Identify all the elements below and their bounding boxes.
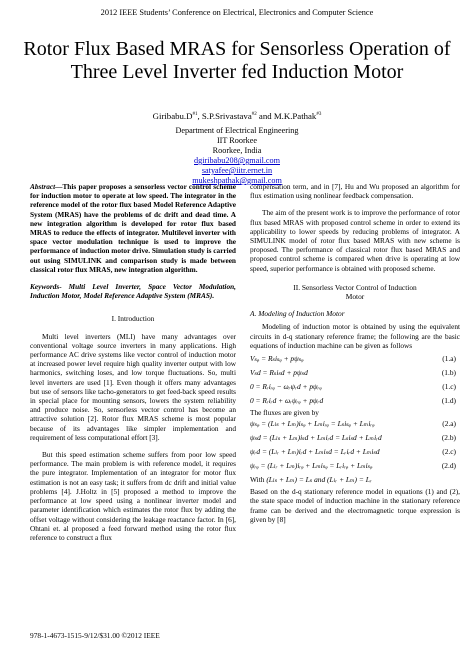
equation-2a: ψₛᵩ = (Lₗₛ + Lₘ)iₛᵩ + Lₘiᵣᵩ = Lₛiₛᵩ + Lₘiᵣᵩ (2.a): [250, 419, 456, 429]
intro-paragraph-1: Multi level inverters (MLI) have many advantages over conventional voltage source inverters in many applications. High performance AC drive systems like vector control of induction motor at increased power level require high quality inverter output with low harmonics, switching loses, and low torque fluctuations. So, multi level inverters are used [1]. Even though it offers many advantages but use of sensors like tacho-generators to get feed-back speed results in special place for mounting sensors, lowers the system reliability and produce noise. So, sensorless vector control has become an attractive solution [2]. Rotor flux MRAS scheme is most popular because of its advantages like simpler implementation and requirement of less computational effort [3].: [30, 331, 236, 442]
right-paragraph-2: The aim of the present work is to improve the performance of rotor flux based MRAS with proposed control scheme in order to extend its applicability to lower speeds by reducing problems of integrator. A SIMULINK model of rotor flux based MRAS with new scheme is proposed. The performance of classical rotor flux based MRAS and proposed control scheme is compared when drive is operating at low speed, superior performance is obtained with proposed scheme.: [250, 208, 460, 273]
based-paragraph: Based on the d-q stationary reference model in equations (1) and (2), the state space model of induction machine in the stationary reference frame can be derived and the electromagnetic torque expression is given by [8]: [250, 487, 460, 524]
subsection-heading-a: A. Modeling of Induction Motor: [250, 309, 345, 319]
section-heading-intro: I. Introduction: [111, 314, 155, 324]
equation-1d: 0 = Rᵣiᵣd + ωᵣψᵣᵩ + pψᵣd (1.d): [250, 396, 456, 406]
with-equation: With (Lₗₛ + Lₘ) = Lₛ and (Lₗᵣ + Lₘ) = Lᵣ: [250, 475, 372, 485]
equation-2d: ψᵣᵩ = (Lₗᵣ + Lₘ)iᵣᵩ + Lₘiₛᵩ = Lᵣiᵣᵩ + Lₘiₛᵩ (2.d): [250, 461, 456, 471]
left-column: [30, 182, 236, 542]
model-paragraph: Modeling of induction motor is obtained by using the equivalent circuits in d-q stationary reference frame; the following are the basic equations of induction machine can be given as follows: [250, 322, 460, 350]
email-link-1[interactable]: dgiribabu208@gmail.com: [194, 156, 280, 165]
equation-1b: Vₛd = Rₛiₛd + pψₛd (1.b): [250, 368, 456, 378]
author-2: , S.P.Srivastava: [197, 111, 252, 121]
affiliation: [0, 126, 474, 186]
copyright-footer: 978-1-4673-1515-9/12/$31.00 ©2012 IEEE: [30, 631, 160, 640]
intro-paragraph-2: But this speed estimation scheme suffers from poor low speed performance. The main problem is with reference model, it requires the pure integrator. Implementation of an integrator for motor flux estimation is not an easy task; it suffers from dc drift and initial value problems [4]. J.Holtz in [5] proposed a method to improve the performance at low speed using a nonlinear inverter model and parameter identification which estimates the rotor flux by adding the offset voltage without considering the leakage reactance factor. In [6], Ohtani et. al proposed a feed forward method using the rotor flux reference to construct a flux: [30, 450, 236, 542]
institute: IIT Roorkee: [216, 136, 258, 145]
equation-2b: ψₛd = (Lₗₛ + Lₘ)iₛd + Lₘiᵣd = Lₛiₛd + Lₘiᵣd (2.b): [250, 433, 456, 443]
equation-2c: ψᵣd = (Lₗᵣ + Lₘ)iᵣd + Lₘiₛd = Lᵣiᵣd + Lₘiₛd (2.c): [250, 447, 456, 457]
flux-intro: The fluxes are given by: [250, 408, 319, 418]
equation-1c: 0 = Rᵣiᵣᵩ − ωᵣψᵣd + pψᵣᵩ (1.c): [250, 382, 456, 392]
right-column: [250, 182, 460, 524]
conference-header: 2012 IEEE Students’ Conference on Electrical, Electronics and Computer Science: [100, 8, 374, 17]
author-3: and M.K.Pathak: [256, 111, 317, 121]
title-line-1: Rotor Flux Based MRAS for Sensorless Operation of: [23, 38, 451, 60]
section-heading-2: II. Sensorless Vector Control of Induction Motor: [293, 282, 417, 302]
paper-title: [12, 38, 462, 84]
title-line-2: Three Level Inverter fed Induction Motor: [70, 61, 404, 83]
abstract: Abstract—This paper proposes a sensorless vector control scheme for induction motor to operate at low speed. The integrator in the reference model of the rotor flux based Model Reference Adaptive System (MRAS) have the problems of dc drift and dead time. A new integration algorithm is developed for rotor flux based MRAS to reduce the effects of integrator. Multilevel inverter with space vector modulation technique is used to improve the performance of induction motor drive. Simulation study is carried out using SIMULINK and comparison study is made between classical rotor flux MRAS, new integration algorithm.: [30, 182, 236, 274]
author-list: $Giribabu.D^{\#1}$, S.P.Srivastava$^{\#2}$ and M.K.Pathak$^{\#3}$: [152, 111, 322, 121]
equation-block-1: [250, 352, 460, 408]
keywords: Keywords- Multi Level Inverter, Space Vector Modulation, Induction Motor, Model Reference Adaptive System (MRAS).: [30, 282, 236, 301]
right-paragraph-1: compensation term, and in [7], Hu and Wu proposed an algorithm for flux estimation using nonlinear feedback compensation.: [250, 182, 460, 201]
equation-block-2: [250, 417, 460, 473]
author-1: Giribabu.D: [152, 111, 193, 121]
equation-1a: Vₛᵩ = Rₛiₛᵩ + pψₛᵩ (1.a): [250, 354, 456, 364]
location: Roorkee, India: [212, 146, 262, 155]
email-link-3[interactable]: mukeshpathak@gmail.com: [192, 176, 282, 185]
department: Department of Electrical Engineering: [175, 126, 299, 135]
email-link-2[interactable]: satyafee@iitr.ernet.in: [201, 166, 273, 175]
